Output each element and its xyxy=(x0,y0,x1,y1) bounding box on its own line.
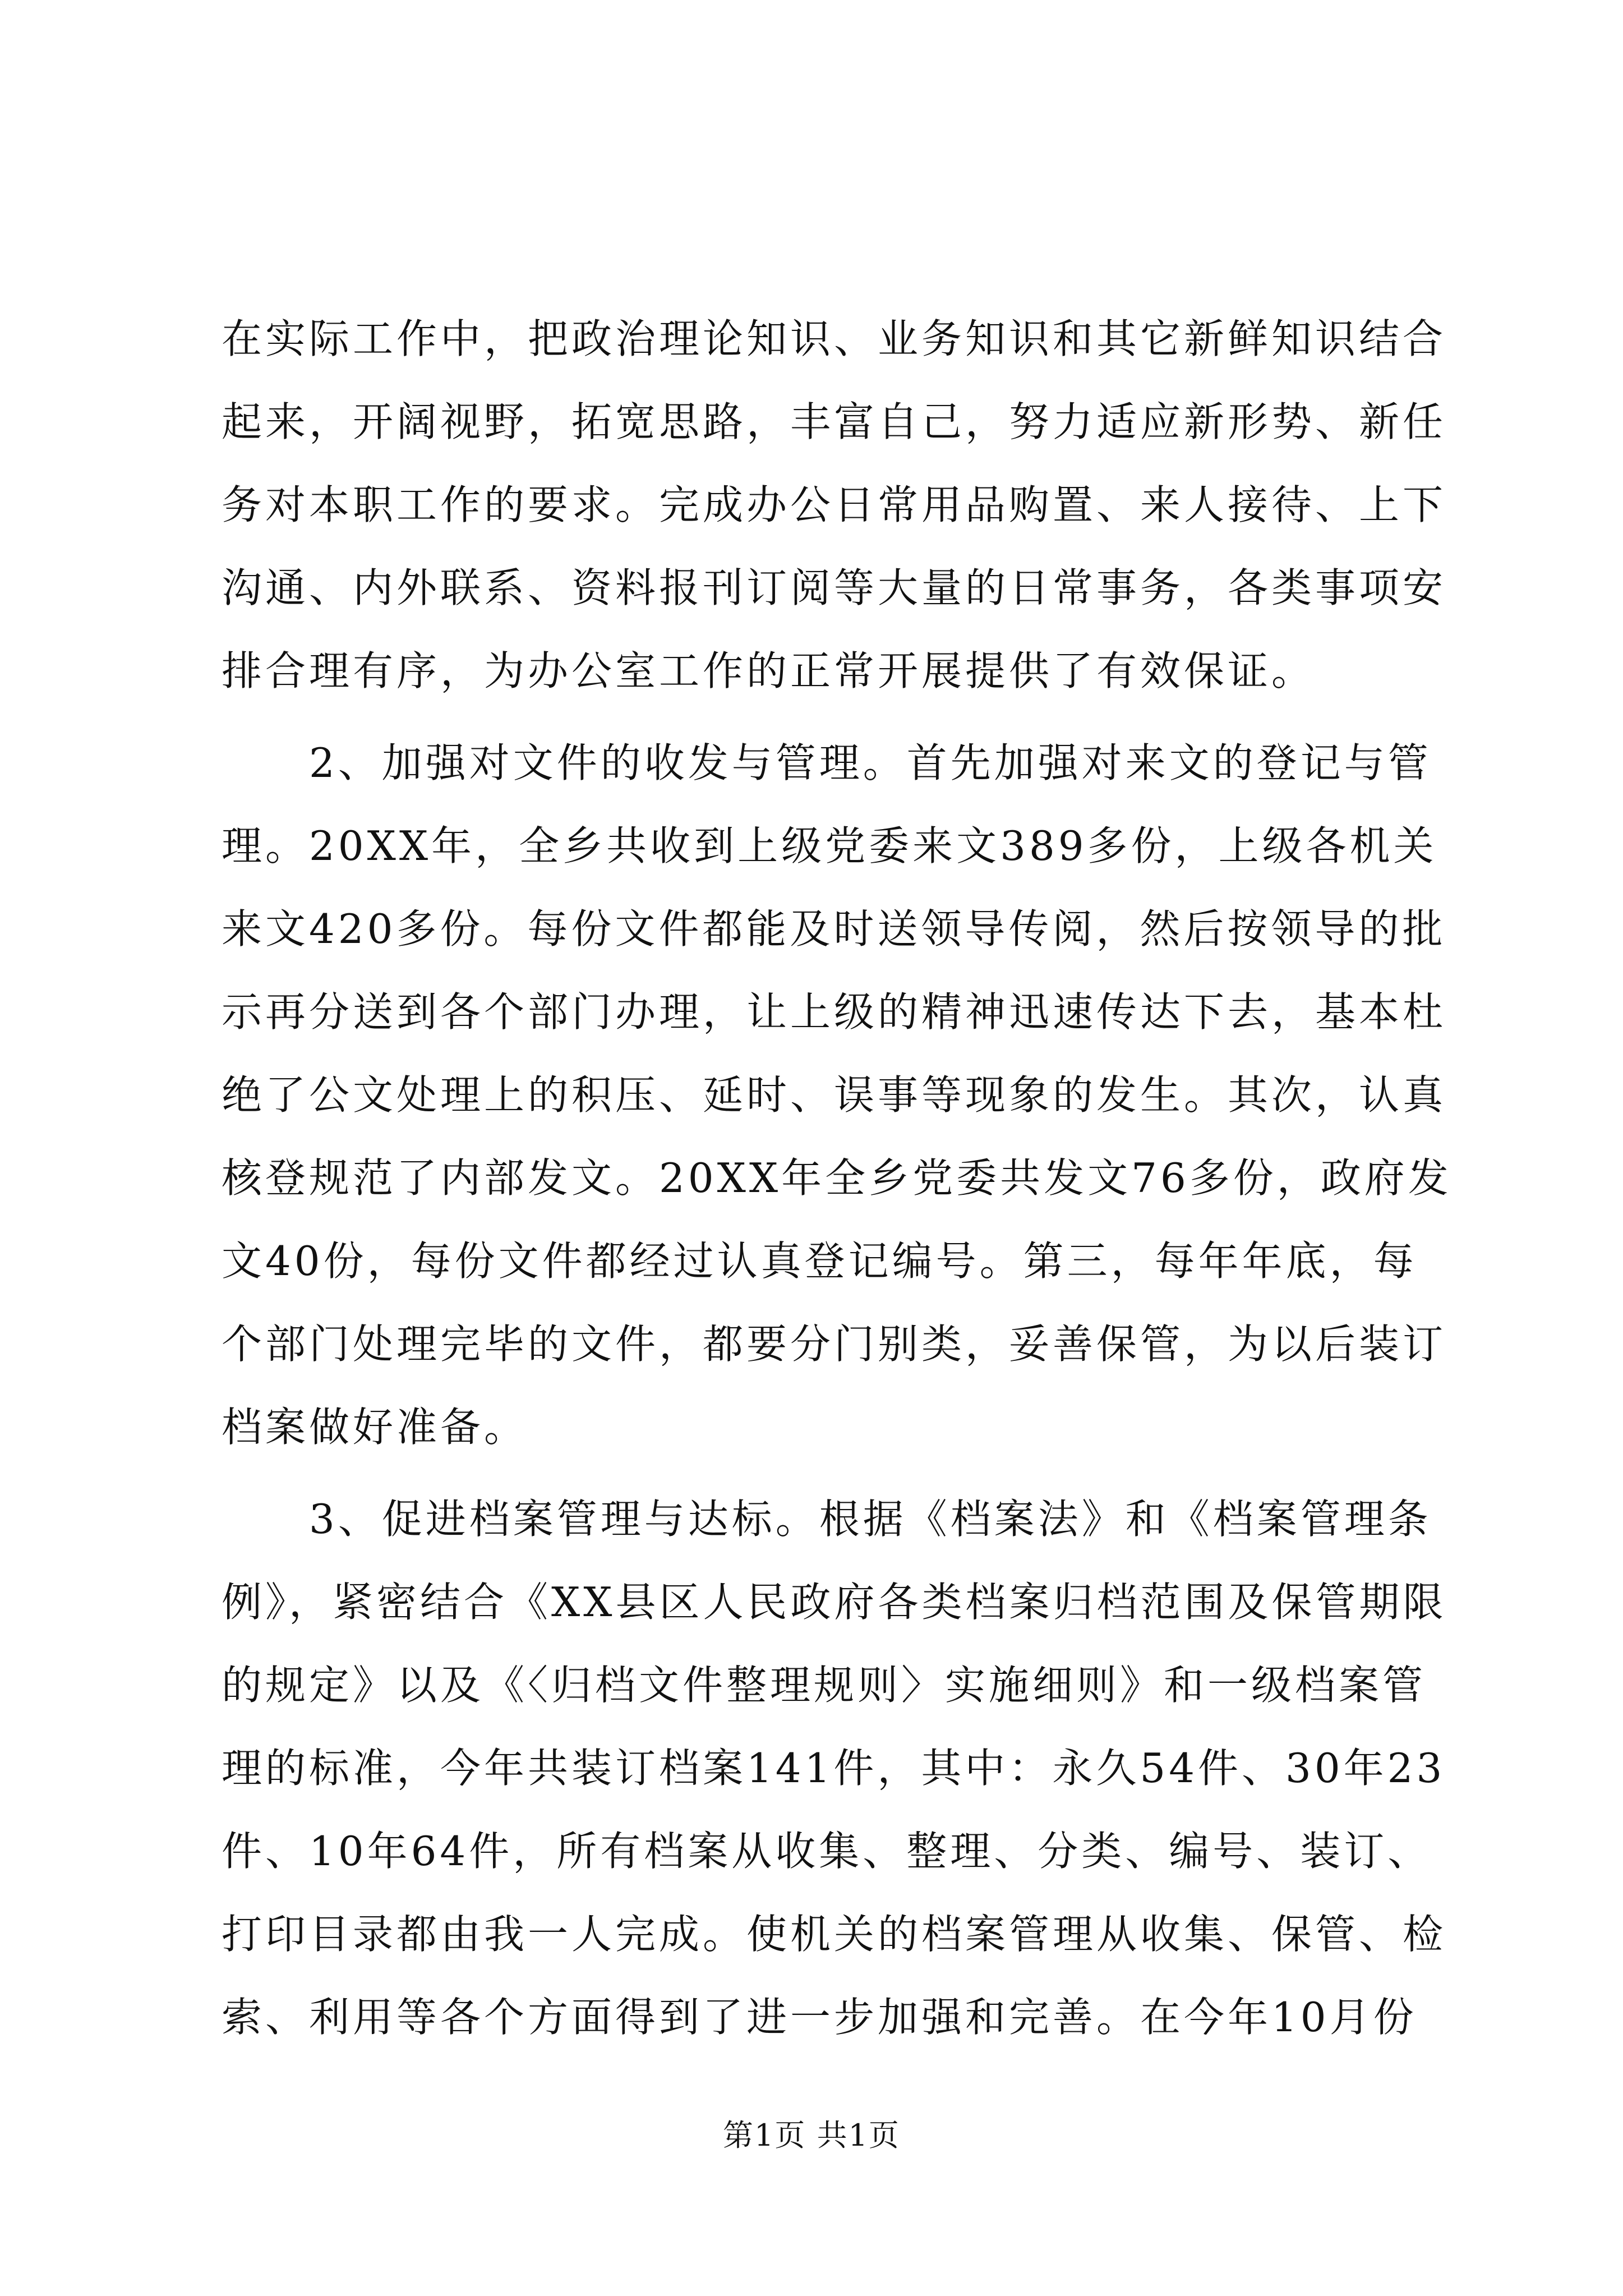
text-line: 核登规范了内部发文。20XX年全乡党委共发文76多份，政府发 xyxy=(222,1154,1452,1202)
text-line: 绝了公文处理上的积压、延时、误事等现象的发生。其次，认真 xyxy=(222,1071,1447,1119)
text-line: 沟通、内外联系、资料报刊订阅等大量的日常事务，各类事项安 xyxy=(222,564,1447,611)
paragraph-1 xyxy=(222,297,1447,712)
text-line: 务对本职工作的要求。完成办公日常用品购置、来人接待、上下 xyxy=(222,481,1447,528)
paragraph-gap xyxy=(222,712,1422,721)
text-line: 个部门处理完毕的文件，都要分门别类，妥善保管，为以后装订 xyxy=(222,1320,1447,1368)
text-line: 打印目录都由我一人完成。使机关的档案管理从收集、保管、检 xyxy=(222,1911,1447,1958)
text-line: 排合理有序，为办公室工作的正常开展提供了有效保证。 xyxy=(222,647,1316,694)
paragraph-2 xyxy=(222,721,1452,1469)
text-line: 3、促进档案管理与达标。根据《档案法》和《档案管理条 xyxy=(222,1496,1432,1543)
text-line: 索、利用等各个方面得到了进一步加强和完善。在今年10月份 xyxy=(222,1994,1417,2041)
page-number-label: 第1页 共1页 xyxy=(723,2118,900,2153)
text-line: 理。20XX年，全乡共收到上级党委来文389多份，上级各机关 xyxy=(222,822,1437,869)
text-line: 的规定》以及《〈归档文件整理规则〉实施细则》和一级档案管 xyxy=(222,1662,1427,1709)
paragraph-gap xyxy=(222,1469,1422,1478)
text-line: 示再分送到各个部门办理，让上级的精神迅速传达下去，基本杜 xyxy=(222,988,1447,1036)
text-line: 件、10年64件，所有档案从收集、整理、分类、编号、装订、 xyxy=(222,1828,1432,1875)
paragraph-3 xyxy=(222,1478,1447,2059)
text-line: 理的标准，今年共装订档案141件，其中：永久54件、30年23 xyxy=(222,1745,1446,1792)
text-line: 起来，开阔视野，拓宽思路，丰富自己，努力适应新形势、新任 xyxy=(222,398,1447,445)
text-line: 文40份，每份文件都经过认真登记编号。第三，每年年底，每 xyxy=(222,1237,1417,1285)
text-line: 2、加强对文件的收发与管理。首先加强对来文的登记与管 xyxy=(222,739,1432,786)
text-line: 来文420多份。每份文件都能及时送领导传阅，然后按领导的批 xyxy=(222,905,1446,953)
text-line: 在实际工作中，把政治理论知识、业务知识和其它新鲜知识结合 xyxy=(222,315,1447,362)
text-line: 档案做好准备。 xyxy=(222,1404,528,1451)
page-footer xyxy=(0,2116,1623,2155)
text-line: 例》，紧密结合《XX县区人民政府各类档案归档范围及保管期限 xyxy=(222,1579,1447,1626)
document-body xyxy=(222,297,1452,2059)
